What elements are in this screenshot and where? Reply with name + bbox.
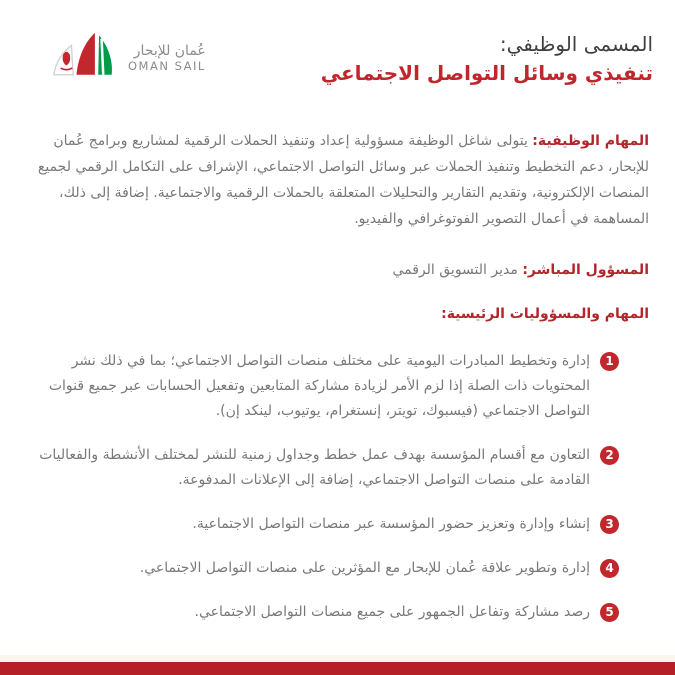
list-item-text: التعاون مع أقسام المؤسسة بهدف عمل خطط وجداول زمنية للنشر لمختلف الأنشطة والفعاليات القادمة على منصات التواصل الاجتماعي، إضافة إلى الإعلانات المدفوعة. [39, 447, 590, 488]
job-duties-paragraph [27, 128, 649, 232]
oman-sail-logo [48, 30, 206, 86]
list-item [26, 512, 619, 537]
number-badge: 2 [600, 446, 619, 465]
direct-supervisor-line [26, 259, 649, 281]
sailboat-icon [48, 30, 120, 86]
page-header [0, 0, 675, 110]
list-item-text: إنشاء وإدارة وتعزيز حضور المؤسسة عبر منصات التواصل الاجتماعية. [192, 516, 590, 532]
list-item [26, 600, 619, 625]
footer-cream-strip [0, 655, 675, 662]
responsibilities-list [26, 349, 619, 625]
logo-english-name: OMAN SAIL [128, 59, 206, 73]
responsibilities-heading: المهام والمسؤوليات الرئيسية: [441, 306, 649, 322]
list-item-text: رصد مشاركة وتفاعل الجمهور على جميع منصات التواصل الاجتماعي. [194, 604, 590, 620]
list-item-text: إدارة وتطوير علاقة عُمان للإبحار مع المؤثرين على منصات التواصل الاجتماعي. [139, 560, 590, 576]
job-title-label: المسمى الوظيفي: [499, 32, 653, 56]
job-duties-label: المهام الوظيفية: [532, 133, 649, 149]
list-item [26, 443, 619, 493]
footer-red-bar [0, 662, 675, 675]
document-body [26, 128, 649, 644]
number-badge: 4 [600, 559, 619, 578]
list-item [26, 556, 619, 581]
job-title-block [321, 30, 653, 88]
logo-arabic-name: عُمان للإبحار [133, 43, 206, 59]
job-duties-text: يتولى شاغل الوظيفة مسؤولية إعداد وتنفيذ الحملات الرقمية لمشاريع وبرامج عُمان للإبحار، دعم التخطيط وتنفيذ الحملات عبر وسائل التواصل الاجتماعي، الإشراف على التكامل الرقمي لجميع المنصات الإلكترونية، وتقديم التقارير والتحليلات المتعلقة بالحملات الرقمية والاجتماعية. إضافة إلى ذلك، المساهمة في أعمال التصوير الفوتوغرافي والفيديو. [37, 133, 649, 227]
list-item-text: إدارة وتخطيط المبادرات اليومية على مختلف منصات التواصل الاجتماعي؛ بما في ذلك نشر المحتويات ذات الصلة إذا لزم الأمر لزيادة مشاركة المتابعين وتفعيل الحسابات عبر جميع قنوات التواصل الاجتماعي (فيسبوك، تويتر، إنستغرام، يوتيوب، لينكد إن). [48, 353, 590, 419]
number-badge: 3 [600, 515, 619, 534]
number-badge: 5 [600, 603, 619, 622]
list-item [26, 349, 619, 424]
number-badge: 1 [600, 352, 619, 371]
job-title-value: تنفيذي وسائل التواصل الاجتماعي [320, 61, 653, 85]
direct-supervisor-label: المسؤول المباشر: [522, 262, 649, 278]
logo-wordmark [128, 43, 206, 73]
direct-supervisor-value: مدير التسويق الرقمي [392, 262, 518, 278]
